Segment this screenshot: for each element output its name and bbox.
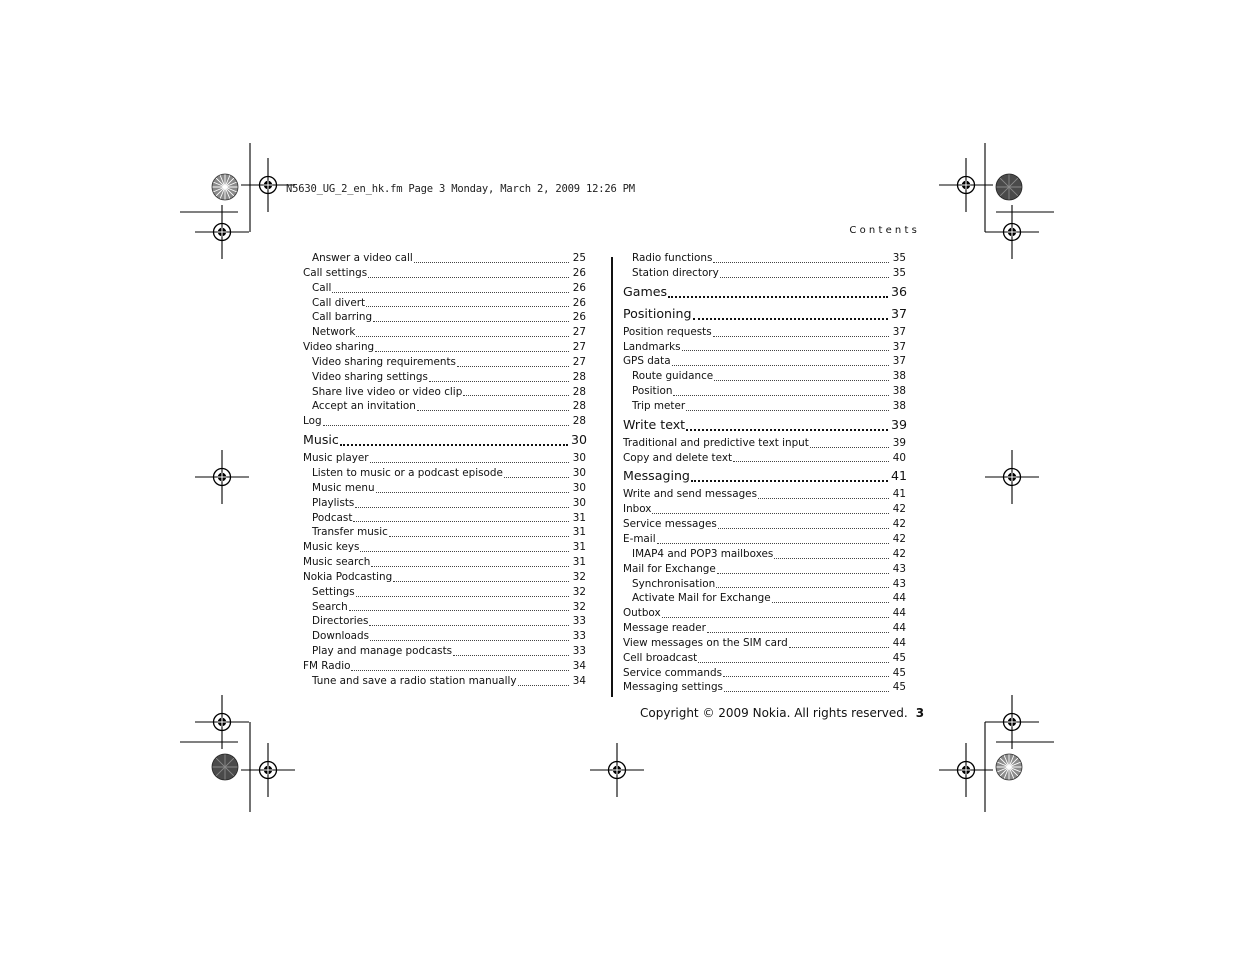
- toc-chapter[interactable]: [623, 281, 906, 303]
- toc-entry[interactable]: [623, 436, 906, 451]
- toc-entry[interactable]: [623, 340, 906, 355]
- dot-leader: [673, 394, 889, 396]
- toc-entry-title: Search: [312, 600, 348, 613]
- dot-leader: [772, 601, 889, 603]
- toc-entry[interactable]: [303, 481, 586, 496]
- toc-entry[interactable]: [623, 666, 906, 681]
- toc-entry-title: Write text: [623, 416, 686, 432]
- starburst-icon: [212, 174, 238, 200]
- toc-page-number: 37: [891, 305, 908, 321]
- registration-mark-icon: [590, 743, 644, 797]
- toc-entry[interactable]: [623, 591, 906, 606]
- section-label: Contents: [849, 225, 920, 236]
- dot-leader: [366, 305, 569, 307]
- toc-page-number: 45: [892, 681, 906, 694]
- toc-page-number: 40: [892, 451, 906, 464]
- toc-left-column: [303, 251, 586, 689]
- dot-leader: [371, 565, 569, 567]
- dot-leader: [720, 276, 889, 278]
- toc-entry-title: Message reader: [623, 622, 706, 635]
- toc-page-number: 38: [892, 370, 906, 383]
- toc-entry[interactable]: [303, 659, 586, 674]
- toc-entry[interactable]: [623, 266, 906, 281]
- copyright-text: Copyright © 2009 Nokia. All rights reserved.: [640, 706, 908, 720]
- toc-page-number: 27: [572, 355, 586, 368]
- dot-leader: [713, 335, 889, 337]
- toc-entry-title: Call: [312, 281, 332, 294]
- toc-page-number: 30: [571, 432, 588, 448]
- dot-leader: [662, 616, 889, 618]
- toc-entry-title: Positioning: [623, 305, 692, 321]
- toc-page-number: 41: [892, 488, 906, 501]
- dot-leader: [693, 317, 888, 320]
- toc-entry[interactable]: [303, 414, 586, 429]
- dot-leader: [682, 349, 889, 351]
- toc-entry-title: View messages on the SIM card: [623, 636, 788, 649]
- toc-page-number: 28: [572, 400, 586, 413]
- toc-page-number: 45: [892, 666, 906, 679]
- registration-mark-icon: [195, 695, 249, 749]
- dot-leader: [518, 684, 569, 686]
- toc-entry-title: Copy and delete text: [623, 451, 733, 464]
- toc-entry[interactable]: [303, 340, 586, 355]
- toc-entry[interactable]: [623, 577, 906, 592]
- dot-leader: [774, 557, 889, 559]
- registration-mark-icon: [241, 743, 295, 797]
- toc-entry-title: Messaging settings: [623, 681, 723, 694]
- dot-leader: [717, 572, 889, 574]
- dot-leader: [672, 364, 889, 366]
- toc-page-number: 26: [572, 311, 586, 324]
- toc-entry[interactable]: [303, 266, 586, 281]
- toc-page-number: 26: [572, 296, 586, 309]
- toc-entry-title: Podcast: [312, 511, 353, 524]
- toc-page-number: 27: [572, 341, 586, 354]
- dot-leader: [332, 291, 569, 293]
- toc-right-column: [623, 251, 906, 695]
- toc-page-number: 32: [572, 600, 586, 613]
- toc-page-number: 36: [891, 283, 908, 299]
- registration-mark-icon: [985, 695, 1039, 749]
- registration-mark-icon: [985, 450, 1039, 504]
- toc-entry-title: Call settings: [303, 266, 368, 279]
- toc-page-number: 38: [892, 399, 906, 412]
- dot-leader: [810, 446, 889, 448]
- toc-page-number: 42: [892, 518, 906, 531]
- toc-entry[interactable]: [623, 487, 906, 502]
- toc-entry[interactable]: [623, 680, 906, 695]
- toc-page-number: 30: [572, 466, 586, 479]
- toc-page-number: 39: [892, 436, 906, 449]
- toc-entry-title: Radio functions: [632, 252, 713, 264]
- toc-entry[interactable]: [303, 600, 586, 615]
- dot-leader: [373, 320, 569, 322]
- toc-page-number: 26: [572, 281, 586, 294]
- toc-entry-title: Call barring: [312, 311, 373, 324]
- toc-page-number: 30: [572, 481, 586, 494]
- registration-mark-icon: [985, 205, 1039, 259]
- toc-entry-title: Video sharing: [303, 341, 375, 354]
- toc-entry-title: Music: [303, 432, 339, 448]
- toc-page-number: 38: [892, 385, 906, 398]
- toc-page-number: 30: [572, 496, 586, 509]
- toc-page-number: 44: [892, 622, 906, 635]
- toc-page-number: 42: [892, 503, 906, 516]
- toc-entry-title: Mail for Exchange: [623, 562, 716, 575]
- toc-entry[interactable]: [303, 296, 586, 311]
- dot-leader: [414, 261, 569, 263]
- toc-page-number: 43: [892, 577, 906, 590]
- toc-entry[interactable]: [303, 674, 586, 689]
- dot-leader: [370, 639, 569, 641]
- toc-entry-title: Nokia Podcasting: [303, 570, 393, 583]
- dot-leader: [417, 409, 569, 411]
- toc-entry-title: Call divert: [312, 296, 366, 309]
- toc-entry[interactable]: [623, 606, 906, 621]
- dot-leader: [370, 461, 569, 463]
- toc-entry[interactable]: [303, 325, 586, 340]
- toc-page-number: 28: [572, 385, 586, 398]
- dot-leader: [698, 661, 889, 663]
- toc-entry-title: Outbox: [623, 607, 661, 620]
- toc-entry[interactable]: [623, 399, 906, 414]
- toc-entry[interactable]: [623, 517, 906, 532]
- toc-chapter[interactable]: [303, 429, 586, 451]
- dot-leader: [789, 646, 889, 648]
- toc-page-number: 37: [892, 355, 906, 368]
- page-number: 3: [915, 706, 925, 720]
- dot-leader: [758, 497, 889, 499]
- dot-leader: [351, 669, 569, 671]
- toc-page-number: 25: [572, 252, 586, 264]
- starburst-icon: [996, 174, 1022, 200]
- dot-leader: [718, 527, 889, 529]
- toc-entry-title: Accept an invitation: [312, 400, 416, 413]
- toc-entry[interactable]: [303, 399, 586, 414]
- file-header: N5630_UG_2_en_hk.fm Page 3 Monday, March 2, 2009 12:26 PM: [286, 183, 635, 195]
- toc-entry-title: Tune and save a radio station manually: [312, 674, 517, 687]
- dot-leader: [349, 609, 569, 611]
- toc-entry-title: Video sharing requirements: [312, 355, 456, 368]
- toc-page-number: 41: [891, 468, 908, 484]
- dot-leader: [360, 550, 569, 552]
- toc-page-number: 44: [892, 636, 906, 649]
- toc-page-number: 27: [572, 326, 586, 339]
- dot-leader: [340, 443, 568, 446]
- toc-entry-title: Activate Mail for Exchange: [632, 592, 771, 605]
- toc-page-number: 31: [572, 541, 586, 554]
- dot-leader: [668, 295, 888, 298]
- toc-entry-title: Synchronisation: [632, 577, 716, 590]
- registration-mark-icon: [195, 450, 249, 504]
- dot-leader: [723, 675, 889, 677]
- dot-leader: [713, 261, 889, 263]
- toc-entry[interactable]: [303, 644, 586, 659]
- dot-leader: [733, 460, 889, 462]
- toc-entry[interactable]: [303, 585, 586, 600]
- starburst-icon: [212, 754, 238, 780]
- toc-entry-title: GPS data: [623, 355, 671, 368]
- toc-page-number: 37: [892, 325, 906, 338]
- dot-leader: [657, 542, 889, 544]
- toc-entry[interactable]: [303, 511, 586, 526]
- toc-page-number: 42: [892, 532, 906, 545]
- toc-entry[interactable]: [303, 251, 586, 266]
- toc-entry[interactable]: [303, 540, 586, 555]
- toc-entry-title: Service messages: [623, 518, 717, 531]
- dot-leader: [457, 365, 569, 367]
- toc-entry[interactable]: [623, 369, 906, 384]
- toc-entry-title: FM Radio: [303, 659, 351, 672]
- toc-entry-title: Music search: [303, 556, 371, 569]
- toc-entry-title: Video sharing settings: [312, 370, 428, 383]
- toc-entry-title: Directories: [312, 615, 369, 628]
- toc-entry-title: Playlists: [312, 496, 355, 509]
- toc-entry-title: Listen to music or a podcast episode: [312, 466, 503, 479]
- registration-mark-icon: [195, 205, 249, 259]
- dot-leader: [355, 506, 569, 508]
- dot-leader: [393, 580, 569, 582]
- toc-entry-title: Downloads: [312, 630, 370, 643]
- toc-page-number: 44: [892, 607, 906, 620]
- toc-entry[interactable]: [303, 385, 586, 400]
- toc-entry[interactable]: [303, 370, 586, 385]
- toc-chapter[interactable]: [623, 414, 906, 436]
- dot-leader: [323, 424, 569, 426]
- dot-leader: [707, 631, 889, 633]
- toc-page-number: 33: [572, 615, 586, 628]
- toc-entry-title: Cell broadcast: [623, 651, 698, 664]
- toc-entry-title: Traditional and predictive text input: [623, 436, 809, 449]
- toc-page-number: 37: [892, 340, 906, 353]
- toc-entry-title: Music keys: [303, 541, 360, 554]
- toc-entry[interactable]: [303, 555, 586, 570]
- toc-page-number: 43: [892, 562, 906, 575]
- toc-entry[interactable]: [623, 636, 906, 651]
- toc-page-number: 28: [572, 370, 586, 383]
- toc-entry-title: Station directory: [632, 266, 719, 279]
- page-footer: [640, 706, 925, 720]
- toc-page-number: 26: [572, 266, 586, 279]
- toc-page-number: 30: [572, 452, 586, 465]
- toc-page-number: 39: [891, 416, 908, 432]
- dot-leader: [356, 595, 569, 597]
- toc-page-number: 42: [892, 547, 906, 560]
- toc-entry-title: Music menu: [312, 481, 375, 494]
- toc-entry[interactable]: [623, 354, 906, 369]
- toc-page-number: 32: [572, 585, 586, 598]
- toc-page-number: 35: [892, 252, 906, 264]
- toc-entry-title: Landmarks: [623, 340, 681, 353]
- toc-page-number: 33: [572, 645, 586, 658]
- toc-entry-title: Route guidance: [632, 370, 714, 383]
- toc-entry[interactable]: [303, 355, 586, 370]
- toc-entry-title: Log: [303, 415, 322, 428]
- toc-entry-title: IMAP4 and POP3 mailboxes: [632, 547, 774, 560]
- toc-entry[interactable]: [623, 532, 906, 547]
- toc-page-number: 32: [572, 570, 586, 583]
- toc-entry-title: Messaging: [623, 468, 690, 484]
- toc-chapter[interactable]: [623, 303, 906, 325]
- dot-leader: [504, 476, 569, 478]
- toc-entry-title: Answer a video call: [312, 252, 413, 264]
- dot-leader: [389, 535, 569, 537]
- dot-leader: [724, 690, 889, 692]
- toc-entry[interactable]: [303, 496, 586, 511]
- dot-leader: [369, 624, 569, 626]
- toc-page-number: 31: [572, 556, 586, 569]
- toc-entry-title: E-mail: [623, 532, 656, 545]
- toc-page-number: 34: [572, 659, 586, 672]
- toc-page-number: 45: [892, 651, 906, 664]
- toc-entry[interactable]: [623, 547, 906, 562]
- toc-entry-title: Games: [623, 283, 668, 299]
- toc-entry[interactable]: [303, 525, 586, 540]
- starburst-icon: [996, 754, 1022, 780]
- toc-page-number: 44: [892, 592, 906, 605]
- toc-entry-title: Position: [632, 385, 673, 398]
- dot-leader: [714, 379, 889, 381]
- dot-leader: [376, 491, 569, 493]
- dot-leader: [453, 654, 569, 656]
- toc-chapter[interactable]: [623, 465, 906, 487]
- dot-leader: [716, 586, 889, 588]
- toc-entry-title: Play and manage podcasts: [312, 645, 453, 658]
- toc-entry[interactable]: [623, 251, 906, 266]
- toc-page-number: 31: [572, 526, 586, 539]
- toc-entry[interactable]: [303, 570, 586, 585]
- dot-leader: [356, 335, 569, 337]
- dot-leader: [691, 479, 888, 482]
- toc-entry[interactable]: [623, 562, 906, 577]
- toc-page-number: 33: [572, 630, 586, 643]
- toc-entry-title: Share live video or video clip: [312, 385, 463, 398]
- toc-entry[interactable]: [303, 281, 586, 296]
- dot-leader: [686, 428, 888, 431]
- toc-entry[interactable]: [623, 651, 906, 666]
- toc-entry[interactable]: [623, 325, 906, 340]
- dot-leader: [686, 409, 889, 411]
- toc-entry[interactable]: [303, 466, 586, 481]
- toc-entry[interactable]: [623, 502, 906, 517]
- toc-entry-title: Settings: [312, 585, 355, 598]
- toc-entry[interactable]: [623, 621, 906, 636]
- dot-leader: [429, 380, 569, 382]
- toc-page-number: 35: [892, 266, 906, 279]
- dot-leader: [375, 350, 569, 352]
- dot-leader: [368, 276, 569, 278]
- toc-entry[interactable]: [623, 384, 906, 399]
- toc-entry[interactable]: [303, 629, 586, 644]
- dot-leader: [353, 520, 569, 522]
- toc-entry-title: Trip meter: [632, 399, 686, 412]
- column-divider: [611, 257, 613, 697]
- toc-entry-title: Network: [312, 326, 356, 339]
- toc-entry[interactable]: [303, 614, 586, 629]
- toc-entry[interactable]: [303, 451, 586, 466]
- toc-entry-title: Music player: [303, 452, 369, 465]
- toc-entry-title: Position requests: [623, 325, 712, 338]
- dot-leader: [652, 512, 889, 514]
- toc-entry-title: Transfer music: [312, 526, 388, 539]
- toc-entry-title: Inbox: [623, 503, 652, 516]
- toc-entry[interactable]: [303, 310, 586, 325]
- toc-entry-title: Write and send messages: [623, 488, 757, 501]
- toc-page-number: 31: [572, 511, 586, 524]
- toc-entry[interactable]: [623, 451, 906, 466]
- toc-entry-title: Service commands: [623, 666, 722, 679]
- toc-page-number: 28: [572, 415, 586, 428]
- dot-leader: [463, 394, 569, 396]
- toc-page-number: 34: [572, 674, 586, 687]
